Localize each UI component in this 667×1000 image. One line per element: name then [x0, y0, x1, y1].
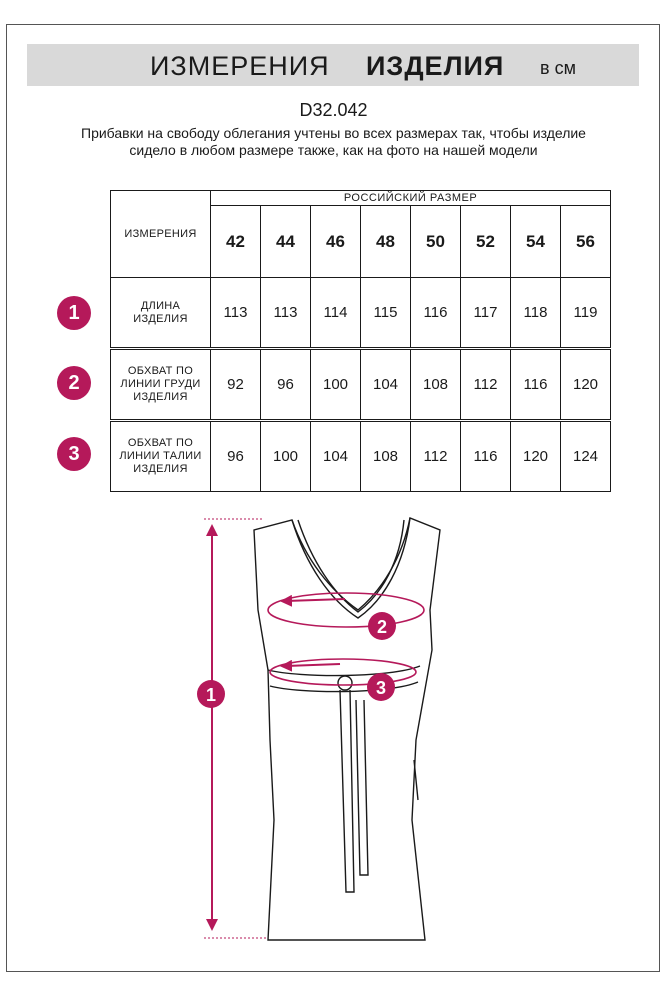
table-row-chest — [111, 350, 611, 420]
size-46: 46 — [311, 206, 361, 278]
table-cell: 124 — [561, 422, 611, 492]
row-label-waist — [111, 422, 211, 492]
row-badge-2 — [57, 366, 91, 400]
table-cell: 114 — [311, 278, 361, 348]
title-unit: в см — [540, 58, 576, 78]
row-label-line: ИЗДЕЛИЯ — [133, 463, 188, 475]
measure-header-cell — [111, 191, 211, 278]
table-cell: 115 — [361, 278, 411, 348]
row-badge-1-label: 1 — [68, 301, 80, 324]
row-label-line: ОБХВАТ ПО — [127, 437, 194, 449]
table-cell: 108 — [361, 422, 411, 492]
measure-header: ИЗМЕРЕНИЯ — [124, 227, 197, 240]
row-label-line: ИЗДЕЛИЯ — [133, 312, 188, 325]
table-cell: 116 — [511, 350, 561, 420]
length-marker — [204, 519, 268, 938]
table-cell: 120 — [561, 350, 611, 420]
size-54: 54 — [511, 206, 561, 278]
row-badge-3-label: 3 — [68, 442, 80, 465]
diagram-badge-2 — [368, 612, 396, 640]
row-label-length — [111, 278, 211, 348]
row-label-line: ЛИНИИ ГРУДИ — [120, 378, 201, 390]
table-cell: 100 — [261, 422, 311, 492]
row-badge-2-label: 2 — [68, 371, 80, 394]
table-cell: 108 — [411, 350, 461, 420]
diagram-badge-1 — [197, 680, 225, 708]
table-cell: 113 — [211, 278, 261, 348]
row-label-line: ОБХВАТ ПО — [127, 365, 194, 377]
diagram-badge-2-label: 2 — [376, 617, 388, 637]
article-number: D32.042 — [299, 100, 368, 120]
table-cell: 117 — [461, 278, 511, 348]
chest-girth-marker — [268, 593, 424, 627]
fit-note: Прибавки на свободу облегания учтены во всех размерах так, чтобы изделие сидело в любом размере также, как на фото на нашей модели — [81, 125, 586, 158]
size-56: 56 — [561, 206, 611, 278]
size-42: 42 — [211, 206, 261, 278]
table-cell: 112 — [461, 350, 511, 420]
table-cell: 118 — [511, 278, 561, 348]
row-label-chest — [111, 350, 211, 420]
row-label-line: ЛИНИИ ТАЛИИ — [119, 450, 202, 462]
title-part-1: ИЗМЕРЕНИЯ — [150, 51, 330, 81]
table-cell: 96 — [211, 422, 261, 492]
row-label-line: ДЛИНА — [140, 299, 181, 312]
table-cell: 104 — [361, 350, 411, 420]
table-cell: 100 — [311, 350, 361, 420]
table-cell: 119 — [561, 278, 611, 348]
title-part-2: ИЗДЕЛИЯ — [366, 51, 505, 81]
table-row-waist — [111, 422, 611, 492]
row-badge-3 — [57, 437, 91, 471]
table-row-length — [111, 278, 611, 348]
size-44: 44 — [261, 206, 311, 278]
size-table — [110, 190, 611, 492]
table-cell: 92 — [211, 350, 261, 420]
size-group-header: РОССИЙСКИЙ РАЗМЕР — [211, 191, 611, 206]
diagram-badge-3 — [367, 673, 395, 701]
table-cell: 112 — [411, 422, 461, 492]
dress-diagram — [0, 500, 667, 960]
table-cell: 116 — [461, 422, 511, 492]
size-52: 52 — [461, 206, 511, 278]
row-label-line: ИЗДЕЛИЯ — [133, 391, 188, 403]
diagram-badge-3-label: 3 — [375, 678, 387, 698]
size-50: 50 — [411, 206, 461, 278]
diagram-badge-1-label: 1 — [205, 685, 217, 705]
row-badge-1 — [57, 296, 91, 330]
table-cell: 116 — [411, 278, 461, 348]
dress-outline — [254, 518, 440, 940]
table-cell: 96 — [261, 350, 311, 420]
table-cell: 113 — [261, 278, 311, 348]
size-48: 48 — [361, 206, 411, 278]
table-cell: 104 — [311, 422, 361, 492]
page-title — [0, 51, 667, 81]
table-cell: 120 — [511, 422, 561, 492]
